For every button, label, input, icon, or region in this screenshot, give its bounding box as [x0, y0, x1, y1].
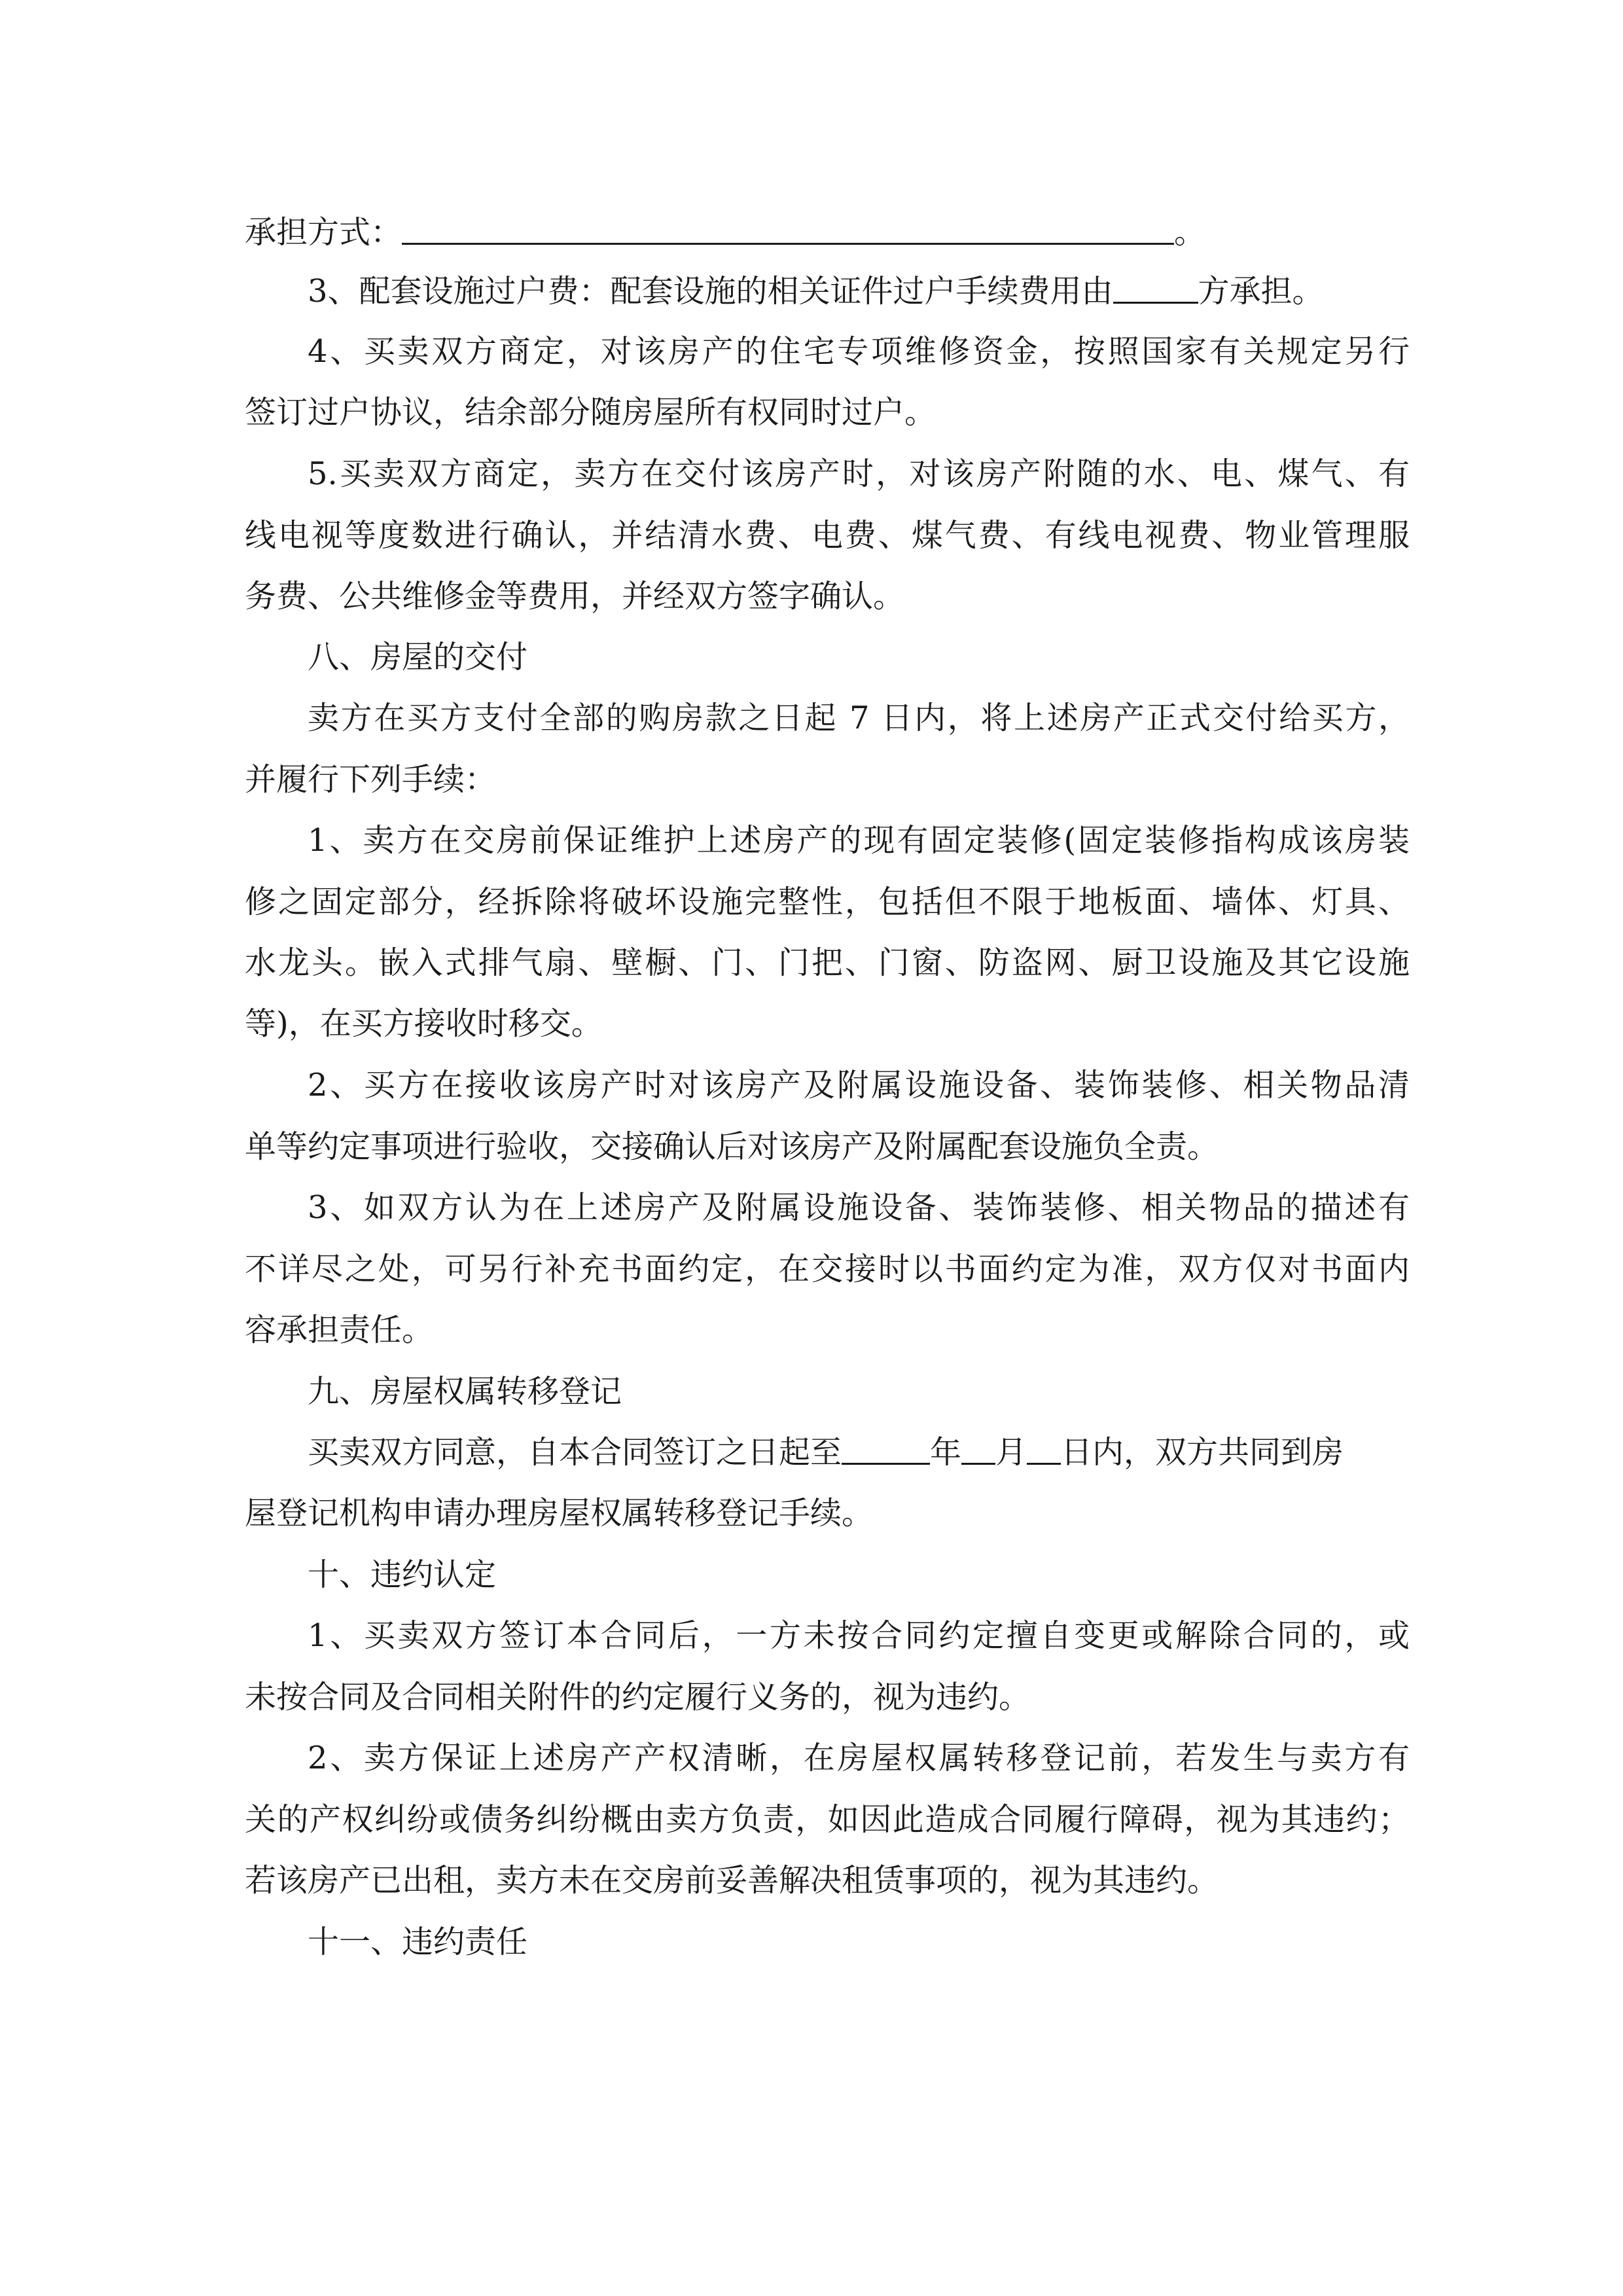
paragraph-line: 5.买卖双方商定，卖方在交付该房产时，对该房产附随的水、电、煤气、有 [308, 456, 1410, 492]
paragraph-line: 若该房产已出租，卖方未在交房前妥善解决租赁事项的，视为其违约。 [245, 1862, 1219, 1899]
transfer-date-line [308, 1425, 1410, 1480]
paragraph-line: 等)，在买方接收时移交。 [245, 1005, 603, 1042]
paragraph-line: 2、买方在接收该房产时对该房产及附属设施设备、装饰装修、相关物品清 [308, 1067, 1410, 1103]
payment-method-blank [402, 205, 1174, 245]
paragraph-line: 关的产权纠纷或债务纠纷概由卖方负责，如因此造成合同履行障碍，视为其违约； [245, 1801, 1410, 1838]
year-label: 年 [930, 1434, 962, 1471]
day-label: 日内，双方共同到房 [1061, 1434, 1344, 1471]
paragraph-line: 线电视等度数进行确认，并结清水费、电费、煤气费、有线电视费、物业管理服 [245, 517, 1410, 554]
paragraph-line: 3、如双方认为在上述房产及附属设施设备、装饰装修、相关物品的描述有 [308, 1189, 1410, 1226]
paragraph-line: 不详尽之处，可另行补充书面约定，在交接时以书面约定为准，双方仅对书面内 [245, 1251, 1410, 1287]
paragraph-line: 4、买卖双方商定，对该房产的住宅专项维修资金，按照国家有关规定另行 [308, 333, 1410, 370]
clause-3-line [308, 264, 1410, 319]
paragraph-line: 水龙头。嵌入式排气扇、壁橱、门、门把、门窗、防盗网、厨卫设施及其它设施 [245, 944, 1410, 981]
paragraph-line: 并履行下列手续： [245, 761, 497, 798]
transfer-date-text: 买卖双方同意，自本合同签订之日起至 [308, 1434, 842, 1471]
section-heading-liability: 十一、违约责任 [308, 1924, 528, 1960]
payment-method-line [245, 205, 1410, 260]
year-blank [842, 1425, 930, 1465]
clause-3-text: 3、配套设施过户费：配套设施的相关证件过户手续费用由 [308, 273, 1113, 310]
paragraph-line: 容承担责任。 [245, 1312, 434, 1348]
section-heading-delivery: 八、房屋的交付 [308, 639, 528, 675]
day-blank [1027, 1425, 1061, 1465]
payment-method-suffix: 。 [1174, 214, 1206, 251]
month-blank [961, 1425, 995, 1465]
fee-party-blank [1113, 264, 1198, 304]
section-heading-breach: 十、违约认定 [308, 1556, 497, 1593]
paragraph-line: 未按合同及合同相关附件的约定履行义务的，视为违约。 [245, 1679, 1031, 1715]
paragraph-line: 签订过户协议，结余部分随房屋所有权同时过户。 [245, 394, 936, 431]
section-heading-transfer: 九、房屋权属转移登记 [308, 1373, 622, 1410]
paragraph-line: 修之固定部分，经拆除将破坏设施完整性，包括但不限于地板面、墙体、灯具、 [245, 884, 1410, 920]
paragraph-line: 1、买卖双方签订本合同后，一方未按合同约定擅自变更或解除合同的，或 [308, 1617, 1410, 1654]
paragraph-line: 2、卖方保证上述房产产权清晰，在房屋权属转移登记前，若发生与卖方有 [308, 1740, 1410, 1776]
paragraph-line: 卖方在买方支付全部的购房款之日起 7 日内，将上述房产正式交付给买方， [308, 700, 1410, 736]
paragraph-line: 屋登记机构申请办理房屋权属转移登记手续。 [245, 1495, 874, 1532]
paragraph-line: 1、卖方在交房前保证维护上述房产的现有固定装修(固定装修指构成该房装 [308, 822, 1410, 859]
month-label: 月 [995, 1434, 1027, 1471]
paragraph-line: 单等约定事项进行验收，交接确认后对该房产及附属配套设施负全责。 [245, 1128, 1219, 1165]
paragraph-line: 务费、公共维修金等费用，并经双方签字确认。 [245, 578, 905, 615]
clause-3-suffix: 方承担。 [1198, 273, 1324, 310]
payment-method-label: 承担方式： [245, 214, 402, 251]
